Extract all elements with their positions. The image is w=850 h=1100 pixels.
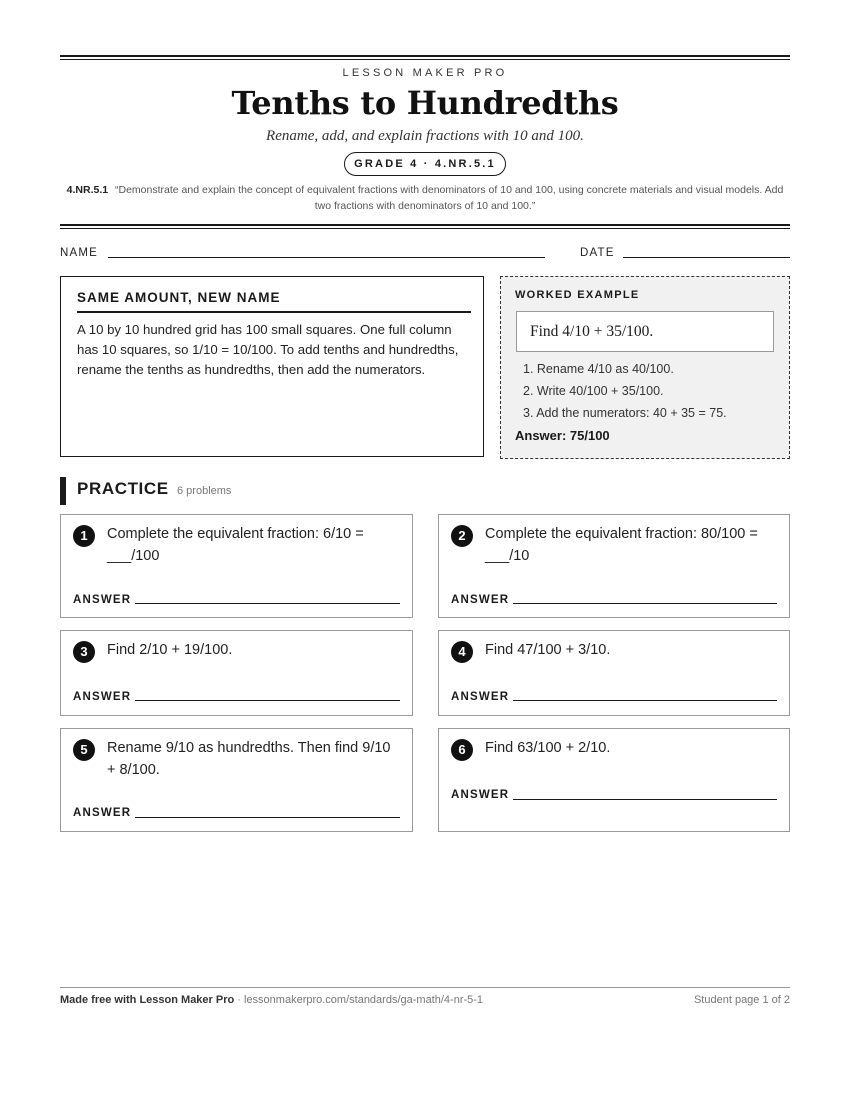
worked-example-answer: Answer: 75/100 (515, 428, 610, 443)
problem-number: 4 (451, 641, 473, 663)
problem-card (438, 630, 790, 716)
footer-rule (60, 987, 790, 988)
problem-number: 1 (73, 525, 95, 547)
date-label: DATE (580, 247, 615, 259)
problem-number: 2 (451, 525, 473, 547)
concept-body: A 10 by 10 hundred grid has 100 small squares. One full column has 10 squares, so 1/10 = 10/100. To add tenths and hundredths, rename the tenths as hundredths, then add the numerators. (77, 322, 459, 377)
standard-code: 4.NR.5.1 (66, 184, 109, 196)
answer-label: ANSWER (451, 594, 510, 606)
answer-label: ANSWER (73, 691, 132, 703)
problem-number: 5 (73, 739, 95, 761)
problem-question: Complete the equivalent fraction: 6/10 = ___/100 (107, 526, 364, 564)
concept-heading: SAME AMOUNT, NEW NAME (77, 290, 471, 313)
problem-card (60, 728, 413, 832)
footer-credit (60, 994, 483, 1006)
footer-url[interactable]: · lessonmakerpro.com/standards/ga-math/4-nr-5-1 (234, 994, 484, 1006)
problem-number: 3 (73, 641, 95, 663)
problem-card (60, 514, 413, 618)
problem-card (438, 728, 790, 832)
page-subtitle: Rename, add, and explain fractions with 10 and 100. (266, 128, 584, 144)
name-field[interactable] (108, 257, 545, 258)
worked-example-problem: Find 4/10 + 35/100. (516, 311, 774, 352)
worked-example-heading: WORKED EXAMPLE (515, 289, 640, 301)
top-rule (60, 55, 790, 57)
date-field[interactable] (623, 257, 790, 258)
worked-example-step: 1. Rename 4/10 as 40/100. (523, 362, 674, 376)
footer-made-with: Made free with Lesson Maker Pro (60, 994, 235, 1006)
footer-page-number: Student page 1 of 2 (693, 994, 790, 1006)
header-bottom-rule (60, 224, 790, 226)
standard-text: “Demonstrate and explain the concept of equivalent fractions with denominators of 10 and 100, using concrete materials and visual models. Add two fractions with denominators of 10 and 100.” (115, 184, 784, 212)
problem-question: Find 2/10 + 19/100. (107, 642, 233, 658)
worked-example-step: 2. Write 40/100 + 35/100. (523, 384, 664, 398)
problem-question: Complete the equivalent fraction: 80/100 = ___/10 (485, 526, 758, 564)
answer-label: ANSWER (451, 691, 510, 703)
practice-heading: PRACTICE (77, 479, 169, 498)
answer-label: ANSWER (73, 807, 132, 819)
name-label: NAME (60, 247, 99, 259)
standard-description (60, 182, 790, 214)
concept-box (60, 276, 484, 457)
problem-question: Find 47/100 + 3/10. (485, 642, 611, 658)
worked-example-steps (523, 358, 727, 424)
grade-badge: GRADE 4 · 4.NR.5.1 (344, 152, 506, 176)
answer-field[interactable] (135, 817, 400, 818)
answer-label: ANSWER (451, 789, 510, 801)
answer-field[interactable] (135, 700, 400, 701)
worked-example-box (500, 276, 790, 459)
answer-label: ANSWER (73, 594, 132, 606)
problem-question: Find 63/100 + 2/10. (485, 740, 611, 756)
brand-name: LESSON MAKER PRO (342, 67, 508, 79)
worked-example-step: 3. Add the numerators: 40 + 35 = 75. (523, 406, 727, 420)
answer-field[interactable] (513, 603, 777, 604)
answer-field[interactable] (513, 799, 777, 800)
problem-question: Rename 9/10 as hundredths. Then find 9/10 + 8/100. (107, 740, 391, 778)
answer-field[interactable] (513, 700, 777, 701)
problem-card (60, 630, 413, 716)
answer-field[interactable] (135, 603, 400, 604)
page-title: Tenths to Hundredths (231, 84, 619, 122)
practice-count: 6 problems (177, 485, 232, 497)
practice-accent-bar (60, 477, 66, 505)
problem-number: 6 (451, 739, 473, 761)
problem-card (438, 514, 790, 618)
